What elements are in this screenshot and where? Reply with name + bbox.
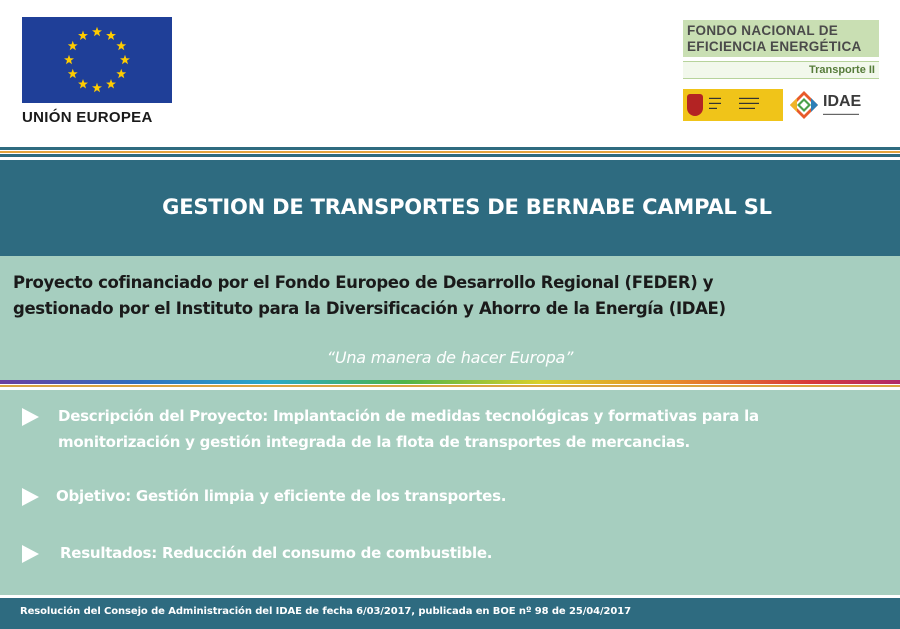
bullet-line-2: monitorización y gestión integrada de la flota de transportes de mercancias.	[58, 433, 690, 451]
government-logos	[683, 89, 879, 121]
motto: “Una manera de hacer Europa”	[326, 348, 574, 367]
eu-star-icon	[78, 79, 88, 88]
bullet-descripcion	[22, 403, 892, 455]
eu-logo	[22, 17, 174, 126]
divider-stripe-lower	[0, 385, 900, 387]
rainbow-divider	[0, 380, 900, 384]
eu-star-icon	[68, 41, 78, 50]
eu-star-icon	[64, 55, 74, 64]
company-banner	[0, 160, 900, 256]
gobierno-text: ▬▬▬ ▬▬▬ ▬▬	[709, 95, 721, 110]
eu-label: UNIÓN EUROPEA	[22, 109, 153, 126]
triangle-right-icon	[22, 408, 39, 426]
eu-star-icon	[116, 69, 126, 78]
fondo-title	[683, 20, 879, 57]
fondo-subtitle: Transporte II	[683, 61, 879, 79]
resolution-text: Resolución del Consejo de Administración del IDAE de fecha 6/03/2017, publicada en BOE nº 98 de 25/04/2017	[20, 606, 631, 617]
fondo-title-line1: FONDO NACIONAL DE	[687, 23, 839, 38]
bullets-section	[0, 390, 900, 595]
ministerio-text: ▬▬▬▬▬ ▬▬▬▬▬ ▬▬▬▬	[739, 95, 759, 110]
eu-star-icon	[106, 31, 116, 40]
triangle-right-icon	[22, 488, 39, 506]
header	[0, 0, 900, 145]
eu-star-icon	[116, 41, 126, 50]
project-section	[0, 256, 900, 380]
bullet-text	[22, 403, 892, 455]
eu-star-icon	[78, 31, 88, 40]
triangle-right-icon	[22, 545, 39, 563]
eu-star-icon	[92, 27, 102, 36]
divider-stripe-top	[0, 147, 900, 150]
project-line-2: gestionado por el Instituto para la Diversificación y Ahorro de la Energía (IDAE)	[13, 299, 726, 318]
bullet-line-1: Descripción del Proyecto: Implantación de medidas tecnológicas y formativas para la	[58, 407, 759, 425]
fondo-nacional-logo	[683, 20, 879, 121]
eu-star-icon	[120, 55, 130, 64]
idae-label: IDAE	[823, 93, 862, 110]
bullet-text: Resultados: Reducción del consumo de combustible.	[60, 544, 493, 562]
divider-stripe-orange	[0, 151, 900, 153]
bullet-objetivo	[22, 483, 892, 509]
footer	[0, 598, 900, 629]
eu-flag-icon	[22, 17, 172, 103]
spain-coat-of-arms-icon	[687, 94, 703, 116]
bullet-text: Objetivo: Gestión limpia y eficiente de los transportes.	[56, 487, 507, 505]
bullet-resultados	[22, 540, 892, 566]
eu-star-icon	[68, 69, 78, 78]
eu-star-icon	[106, 79, 116, 88]
idae-logo-icon	[789, 90, 819, 120]
eu-star-icon	[92, 83, 102, 92]
idae-subtext: ▬▬▬▬▬▬▬▬▬	[823, 111, 859, 116]
project-line-1: Proyecto cofinanciado por el Fondo Europeo de Desarrollo Regional (FEDER) y	[13, 273, 714, 292]
divider-stripe-blue	[0, 154, 900, 157]
fondo-title-line2: EFICIENCIA ENERGÉTICA	[687, 39, 862, 54]
company-title: GESTION DE TRANSPORTES DE BERNABE CAMPAL SL	[162, 195, 772, 219]
project-description	[13, 270, 893, 322]
gobierno-logo	[683, 89, 783, 121]
